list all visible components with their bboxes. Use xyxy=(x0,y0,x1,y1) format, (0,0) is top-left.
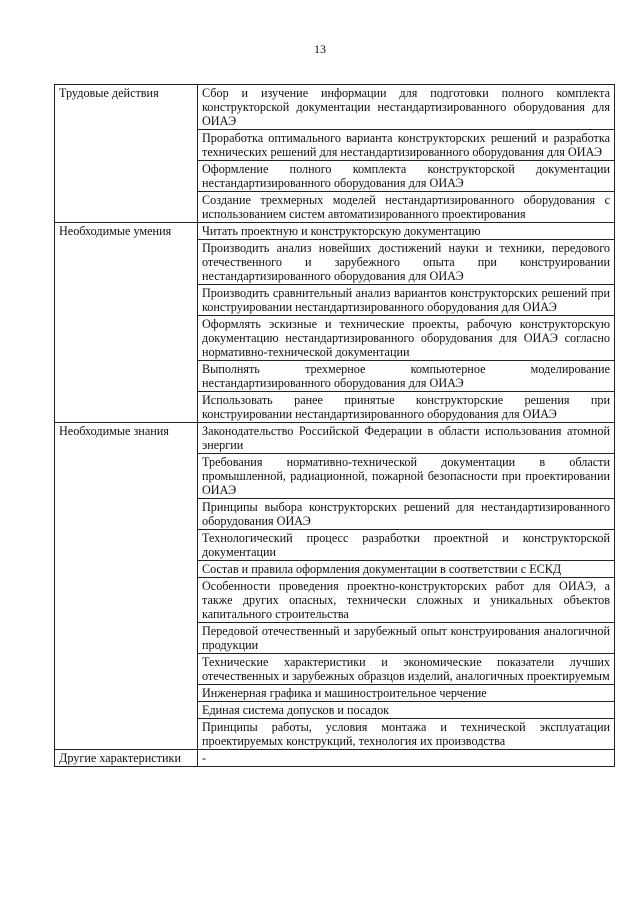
table-row xyxy=(55,750,615,767)
requirement-item: Принципы работы, условия монтажа и технической эксплуатации проектируемых конструкций, технология их производства xyxy=(198,719,615,750)
requirement-item: Сбор и изучение информации для подготовки полного комплекта конструкторской документации нестандартизированного оборудования для ОИАЭ xyxy=(198,85,615,130)
requirement-item: Использовать ранее принятые конструкторские решения при конструировании нестандартизированного оборудования для ОИАЭ xyxy=(198,392,615,423)
requirement-item: Принципы выбора конструкторских решений для нестандартизированного оборудования ОИАЭ xyxy=(198,499,615,530)
requirement-item: Производить анализ новейших достижений науки и техники, передового отечественного и зарубежного опыта при конструировании нестандартизированного оборудования для ОИАЭ xyxy=(198,240,615,285)
requirement-item: Особенности проведения проектно-конструкторских работ для ОИАЭ, а также других опасных, технически сложных и уникальных объектов капитального строительства xyxy=(198,578,615,623)
requirement-item: Производить сравнительный анализ вариантов конструкторских решений при конструировании нестандартизированного оборудования для ОИАЭ xyxy=(198,285,615,316)
requirement-item: Создание трехмерных моделей нестандартизированного оборудования с использованием систем автоматизированного проектирования xyxy=(198,192,615,223)
requirement-item: Технические характеристики и экономические показатели лучших отечественных и зарубежных образцов изделий, аналогичных проектируемым xyxy=(198,654,615,685)
requirement-item: - xyxy=(198,750,615,767)
section-label: Трудовые действия xyxy=(55,85,198,223)
section-label: Другие характеристики xyxy=(55,750,198,767)
requirement-item: Инженерная графика и машиностроительное черчение xyxy=(198,685,615,702)
requirement-item: Технологический процесс разработки проектной и конструкторской документации xyxy=(198,530,615,561)
requirement-item: Оформлять эскизные и технические проекты, рабочую конструкторскую документацию нестандартизированного оборудования для ОИАЭ согласно нормативно-технической документации xyxy=(198,316,615,361)
requirement-item: Оформление полного комплекта конструкторской документации нестандартизированного оборудования для ОИАЭ xyxy=(198,161,615,192)
requirement-item: Состав и правила оформления документации в соответствии с ЕСКД xyxy=(198,561,615,578)
requirements-table xyxy=(54,84,615,767)
table-row xyxy=(55,223,615,240)
section-label: Необходимые умения xyxy=(55,223,198,423)
requirement-item: Читать проектную и конструкторскую документацию xyxy=(198,223,615,240)
requirement-item: Проработка оптимального варианта конструкторских решений и разработка технических решений для нестандартизированного оборудования для ОИАЭ xyxy=(198,130,615,161)
requirement-item: Выполнять трехмерное компьютерное моделирование нестандартизированного оборудования для ОИАЭ xyxy=(198,361,615,392)
requirements-table-body xyxy=(55,85,615,767)
section-label: Необходимые знания xyxy=(55,423,198,750)
requirement-item: Требования нормативно-технической документации в области промышленной, радиационной, пожарной безопасности при проектировании ОИАЭ xyxy=(198,454,615,499)
requirement-item: Законодательство Российской Федерации в области использования атомной энергии xyxy=(198,423,615,454)
table-row xyxy=(55,85,615,130)
requirement-item: Передовой отечественный и зарубежный опыт конструирования аналогичной продукции xyxy=(198,623,615,654)
requirement-item: Единая система допусков и посадок xyxy=(198,702,615,719)
page-number: 13 xyxy=(314,42,326,56)
table-row xyxy=(55,423,615,454)
